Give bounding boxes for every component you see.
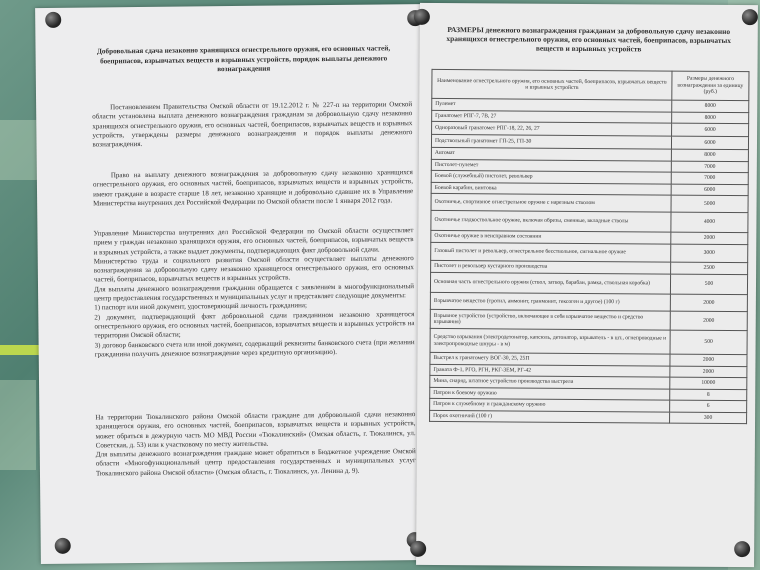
item-name-cell: Средство взрывания (электродетонатор, капсюль, детонатор, взрыватель - в шт., огнепроводные и электропроводные шнуры - в м) [430, 328, 670, 354]
item-name-cell: Мина, снаряд, штатное устройство производства выстрела [430, 375, 670, 388]
amount-cell: 3000 [671, 244, 748, 263]
pushpin-icon [45, 12, 61, 28]
pushpin-icon [410, 541, 426, 557]
item-name-cell: Гранатомет РПГ-7, 7В, 27 [432, 110, 672, 123]
item-name-cell: Газовый пистолет и револьвер, огнестрельное бесствольное, сигнальное оружие [431, 242, 671, 262]
amount-cell: 7000 [671, 161, 748, 173]
notice-sheet-left [35, 4, 437, 564]
green-tape-strip [0, 345, 40, 355]
paragraph-eligibility: Право на выплату денежного вознаграждения за добровольную сдачу незаконно хранящихся огнестрельного оружия, его основных частей, боеприпасов, взрывчатых веществ и взрывных устройств, имеют граждане в возрасте старше 18 лет, незаконно хранящие и добровольно сдавшие их в Управление Министерства внутренних дел Российской Федерации по Омской области после 1 января 2012 года. [92, 168, 414, 208]
item-name-cell: Охотничье оружие в неисправном состоянии [431, 230, 671, 244]
table-row [430, 272, 747, 294]
amount-cell: 2000 [671, 232, 748, 245]
amount-cell: 500 [670, 274, 747, 295]
amount-cell: 8000 [672, 100, 749, 112]
table-row [431, 193, 748, 212]
document-title: Добровольная сдача незаконно хранящихся огнестрельного оружия, его основных частей, боеприпасов, взрывчатых веществ и взрывных устройств, порядок выплаты денежного вознаграждения [96, 44, 391, 74]
table-header-row [432, 69, 749, 100]
paragraph-procedure: Управление Министерства внутренних дел Российской Федерации по Омской области осуществляет прием у граждан незаконно хранящихся оружия, его основных частей, боеприпасов, взрывчатых веществ и взрывных устройств, а также выдает документы, подтверждающих факт добровольной сдачи. Министерство труда и социального развития Омской области осуществляет выплаты денежного вознаграждения за добровольную сдачу незаконно хранящегося огнестрельного оружия, его основных частей, боеприпасов, взрывчатых веществ и взрывных устройств. Для выплаты денежного вознаграждения гражданин обращается с заявлением в многофункциональный центр предоставления государственных и муниципальных услуг и представляет следующие документы: 1) паспорт или иной документ, удостоверяющий личность гражданина; 2) документ, подтверждающий факт добровольной сдачи гражданином незаконно хранящегося огнестрельного оружия, его основных частей, боеприпасов, взрывчатых веществ и взрывных устройств на территории Омской области; 3) договор банковского счета или иной документ, содержащий реквизиты банковского счета (при желании гражданина получить денежное вознаграждение через кредитную организацию). [93, 226, 415, 359]
amount-cell: 2500 [671, 262, 748, 275]
amount-cell: 8000 [672, 112, 749, 124]
amount-cell: 500 [670, 330, 747, 355]
amount-cell: 6 [670, 400, 747, 412]
notice-sheet-right [416, 3, 758, 567]
amount-cell: 6000 [672, 123, 749, 137]
item-name-cell: Патрон к боевому оружию [430, 387, 670, 400]
item-name-cell: Пистолет и револьвер кустарного производства [431, 260, 671, 274]
table-row [430, 410, 747, 424]
award-table-body [430, 98, 749, 423]
item-name-cell: Охотничье гладкоствольное оружие, включая обрезы, сменные, вкладные стволы [431, 210, 671, 232]
item-name-cell: Автомат [431, 147, 671, 160]
item-name-cell: Одноразовый гранатомет РПГ-18, 22, 26, 27 [432, 121, 672, 136]
item-name-cell: Основная часть огнестрельного оружия (ствол, затвор, барабан, рамка, ствольная коробка) [430, 272, 670, 294]
paragraph-decree: Постановлением Правительства Омской области от 19.12.2012 г. № 227-п на территории Омской области установлена выплата денежного вознаграждения гражданам за добровольную сдачу незаконно хранящихся огнестрельного оружия, его основных частей, боеприпасов, взрывчатых веществ и взрывных устройств, утверждены размеры денежного вознаграждения и порядок выплаты денежного вознаграждения. [92, 100, 413, 149]
item-name-cell: Взрывчатое вещество (тротил, аммонит, гранмонит, гексоген и другое) (100 г) [430, 292, 670, 311]
table-row [430, 328, 747, 354]
item-name-cell: Охотничье, спортивное огнестрельное оружие с нарезным стволом [431, 193, 671, 212]
item-name-cell: Патрон к служебному и гражданскому оружию [430, 398, 670, 411]
header-amount: Размеры денежного вознаграждения за единицу (руб.) [672, 71, 749, 101]
amount-cell: 5000 [671, 195, 748, 213]
amount-cell: 2000 [670, 311, 747, 331]
amount-cell: 8000 [671, 149, 748, 161]
amount-cell: 2000 [670, 294, 747, 312]
item-name-cell: Боевой карабин, винтовка [431, 182, 671, 195]
award-sizes-title: РАЗМЕРЫ денежного вознаграждения гражданам за добровольную сдачу незаконно хранящихся огнестрельного оружия, его основных частей, боеприпасов, взрывчатых веществ и взрывных устройств [446, 25, 732, 54]
table-row [431, 210, 748, 232]
item-name-cell: Порох охотничий (100 г) [430, 410, 670, 423]
paragraph-local-contacts: На территории Тюкалинского района Омской области граждане для добровольной сдачи незаконно хранящегося оружия, его основных частей, боеприпасов, взрывчатых веществ и взрывных устройств, может обраться в дежурную часть МО МВД России «Тюкалинский» (Омская область, г. Тюкалинск, ул. Советская, д. 53) или к участковому по месту жительства. Для выплаты денежного вознаграждения граждане может обратиться в Бюджетное учреждение Омской области «Многофункциональный центр предоставления государственных и муниципальных услуг Тюкалинского района Омской области» (Омская область, г. Тюкалинск, ул. Ленина д. 9). [95, 410, 416, 478]
amount-cell: 7000 [671, 172, 748, 184]
amount-cell: 10000 [670, 377, 747, 389]
pushpin-icon [55, 538, 71, 554]
amount-cell: 6000 [671, 184, 748, 196]
table-row [431, 242, 748, 262]
amount-cell: 4000 [671, 212, 748, 233]
pushpin-icon [414, 9, 430, 25]
table-row [430, 309, 747, 330]
amount-cell: 6000 [671, 136, 748, 150]
amount-cell: 300 [670, 412, 747, 424]
award-table [429, 69, 749, 424]
amount-cell: 8 [670, 389, 747, 401]
item-name-cell: Боевой (служебный) пистолет, револьвер [431, 170, 671, 183]
header-item-name: Наименование огнестрельного оружия, его основных частей, боеприпасов, взрывчатых веществ и взрывных устройств [432, 69, 672, 100]
table-row [430, 292, 747, 311]
item-name-cell: Подствольный гранатомет ГП-25, ГП-30 [431, 134, 671, 149]
pushpin-icon [742, 9, 758, 25]
item-name-cell: Граната Ф-1, РГО, РГН, РКГ-3ЕМ, РГ-42 [430, 364, 670, 377]
item-name-cell: Пулемет [432, 98, 672, 111]
item-name-cell: Взрывное устройство (устройство, включающее в себя взрывчатое вещество и средство взрывания) [430, 309, 670, 330]
amount-cell: 2000 [670, 354, 747, 366]
amount-cell: 2000 [670, 366, 747, 378]
item-name-cell: Пистолет-пулемет [431, 159, 671, 172]
pushpin-icon [734, 541, 750, 557]
item-name-cell: Выстрел к гранатомету ВОГ-30, 25, 25П [430, 352, 670, 365]
